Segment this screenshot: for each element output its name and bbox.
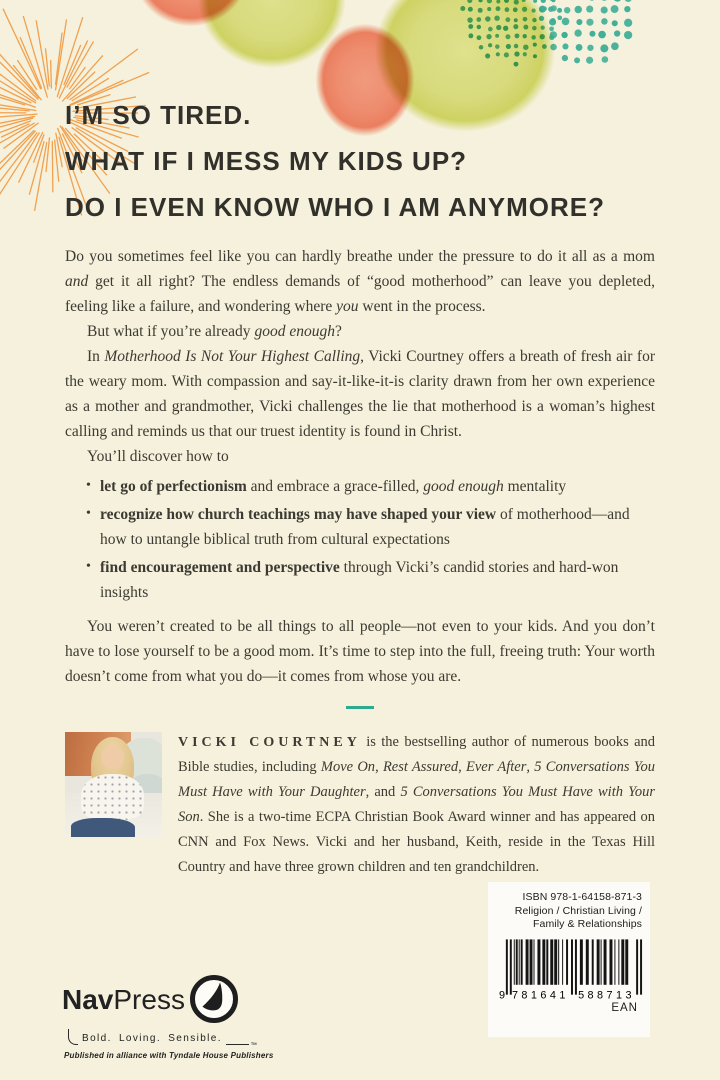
barcode-panel <box>488 882 650 1037</box>
publisher-name-row <box>62 972 257 1027</box>
intro-paragraph-1: Do you sometimes feel like you can hardly breathe under the pressure to do it all as a mom and get it all right? The endless demands of “good motherhood” can leave you depleted, feeling like a failure, and wondering where you went in the process. <box>65 248 655 315</box>
navpress-sail-icon <box>189 974 239 1029</box>
barcode-graphic <box>496 937 646 1001</box>
author-photo <box>65 732 162 837</box>
barcode-digits-group1: 781641 <box>511 989 569 1001</box>
discover-list <box>65 474 655 605</box>
intro-paragraph-3: In Motherhood Is Not Your Highest Calling, Vicki Courtney offers a breath of fresh air for the weary mom. With compassion and say-it-like-it-is clarity drawn from her own experience as a mother and grandmother, Vicki challenges the lie that motherhood is a woman’s highest calling and reminds us that our truest identity is found in Christ. <box>65 348 655 440</box>
intro-paragraph-2: But what if you’re already good enough? <box>87 323 342 340</box>
category-text-2: Family & Relationships <box>533 918 642 930</box>
section-divider <box>346 706 374 709</box>
publisher-tagline: Bold. Loving. Sensible. <box>82 1033 222 1044</box>
closing-paragraph: You weren’t created to be all things to all people—not even to your kids. And you don’t have to lose yourself to be a good mom. It’s time to step into the full, freeing truth: Your worth doesn’t come from what you do—it comes from whose you are. <box>65 618 655 685</box>
description <box>65 244 655 689</box>
headline-line-2: WHAT IF I MESS MY KIDS UP? <box>65 146 468 176</box>
barcode-meta <box>496 891 642 932</box>
photo-author-jeans <box>71 818 135 837</box>
publisher-alliance-note: Published in alliance with Tyndale House Publishers <box>64 1051 274 1060</box>
headline-line-1: I’M SO TIRED. <box>65 100 252 130</box>
bullet-item-3: • find encouragement and perspective through Vicki’s candid stories and hard-won insights <box>86 555 655 605</box>
trademark-symbol: ™ <box>250 1042 257 1049</box>
ean-label: EAN <box>611 1001 638 1014</box>
author-bio <box>65 730 655 880</box>
tagline-rule <box>226 1042 249 1045</box>
bullet-item-1: • let go of perfectionism and embrace a grace-filled, good enough mentality <box>86 474 655 499</box>
publisher-name: NavPress <box>62 983 185 1015</box>
tagline-bracket <box>68 1029 78 1045</box>
back-cover-copy <box>65 0 655 880</box>
bullet-item-2: • recognize how church teachings may have shaped your view of motherhood—and how to untangle biblical truth from cultural expectations <box>86 502 655 552</box>
publisher-logo <box>62 972 274 1060</box>
barcode-digit-left: 9 <box>498 989 505 1001</box>
headline <box>65 92 655 230</box>
photo-author-blouse <box>81 774 143 820</box>
headline-line-3: DO I EVEN KNOW WHO I AM ANYMORE? <box>65 192 605 222</box>
barcode-digits-group2: 588713 <box>578 989 635 1001</box>
publisher-tagline-row <box>68 1029 257 1049</box>
isbn-text: ISBN 978-1-64158-871-3 <box>522 891 642 903</box>
intro-paragraph-4: You’ll discover how to <box>87 448 229 465</box>
photo-author-face <box>101 746 124 769</box>
author-bio-text: VICKI COURTNEY is the bestselling author of numerous books and Bible studies, including Move On, Rest Assured, Ever After, 5 Conversations You Must Have with Your Daughter, and 5 Conversations You Must Have with Your Son. She is a two-time ECPA Christian Book Award winner and has appeared on CNN and Fox News. Vicki and her husband, Keith, reside in the Texas Hill Country and have three grown children and ten grandchildren. <box>178 734 656 875</box>
category-text-1: Religion / Christian Living / <box>514 904 642 917</box>
